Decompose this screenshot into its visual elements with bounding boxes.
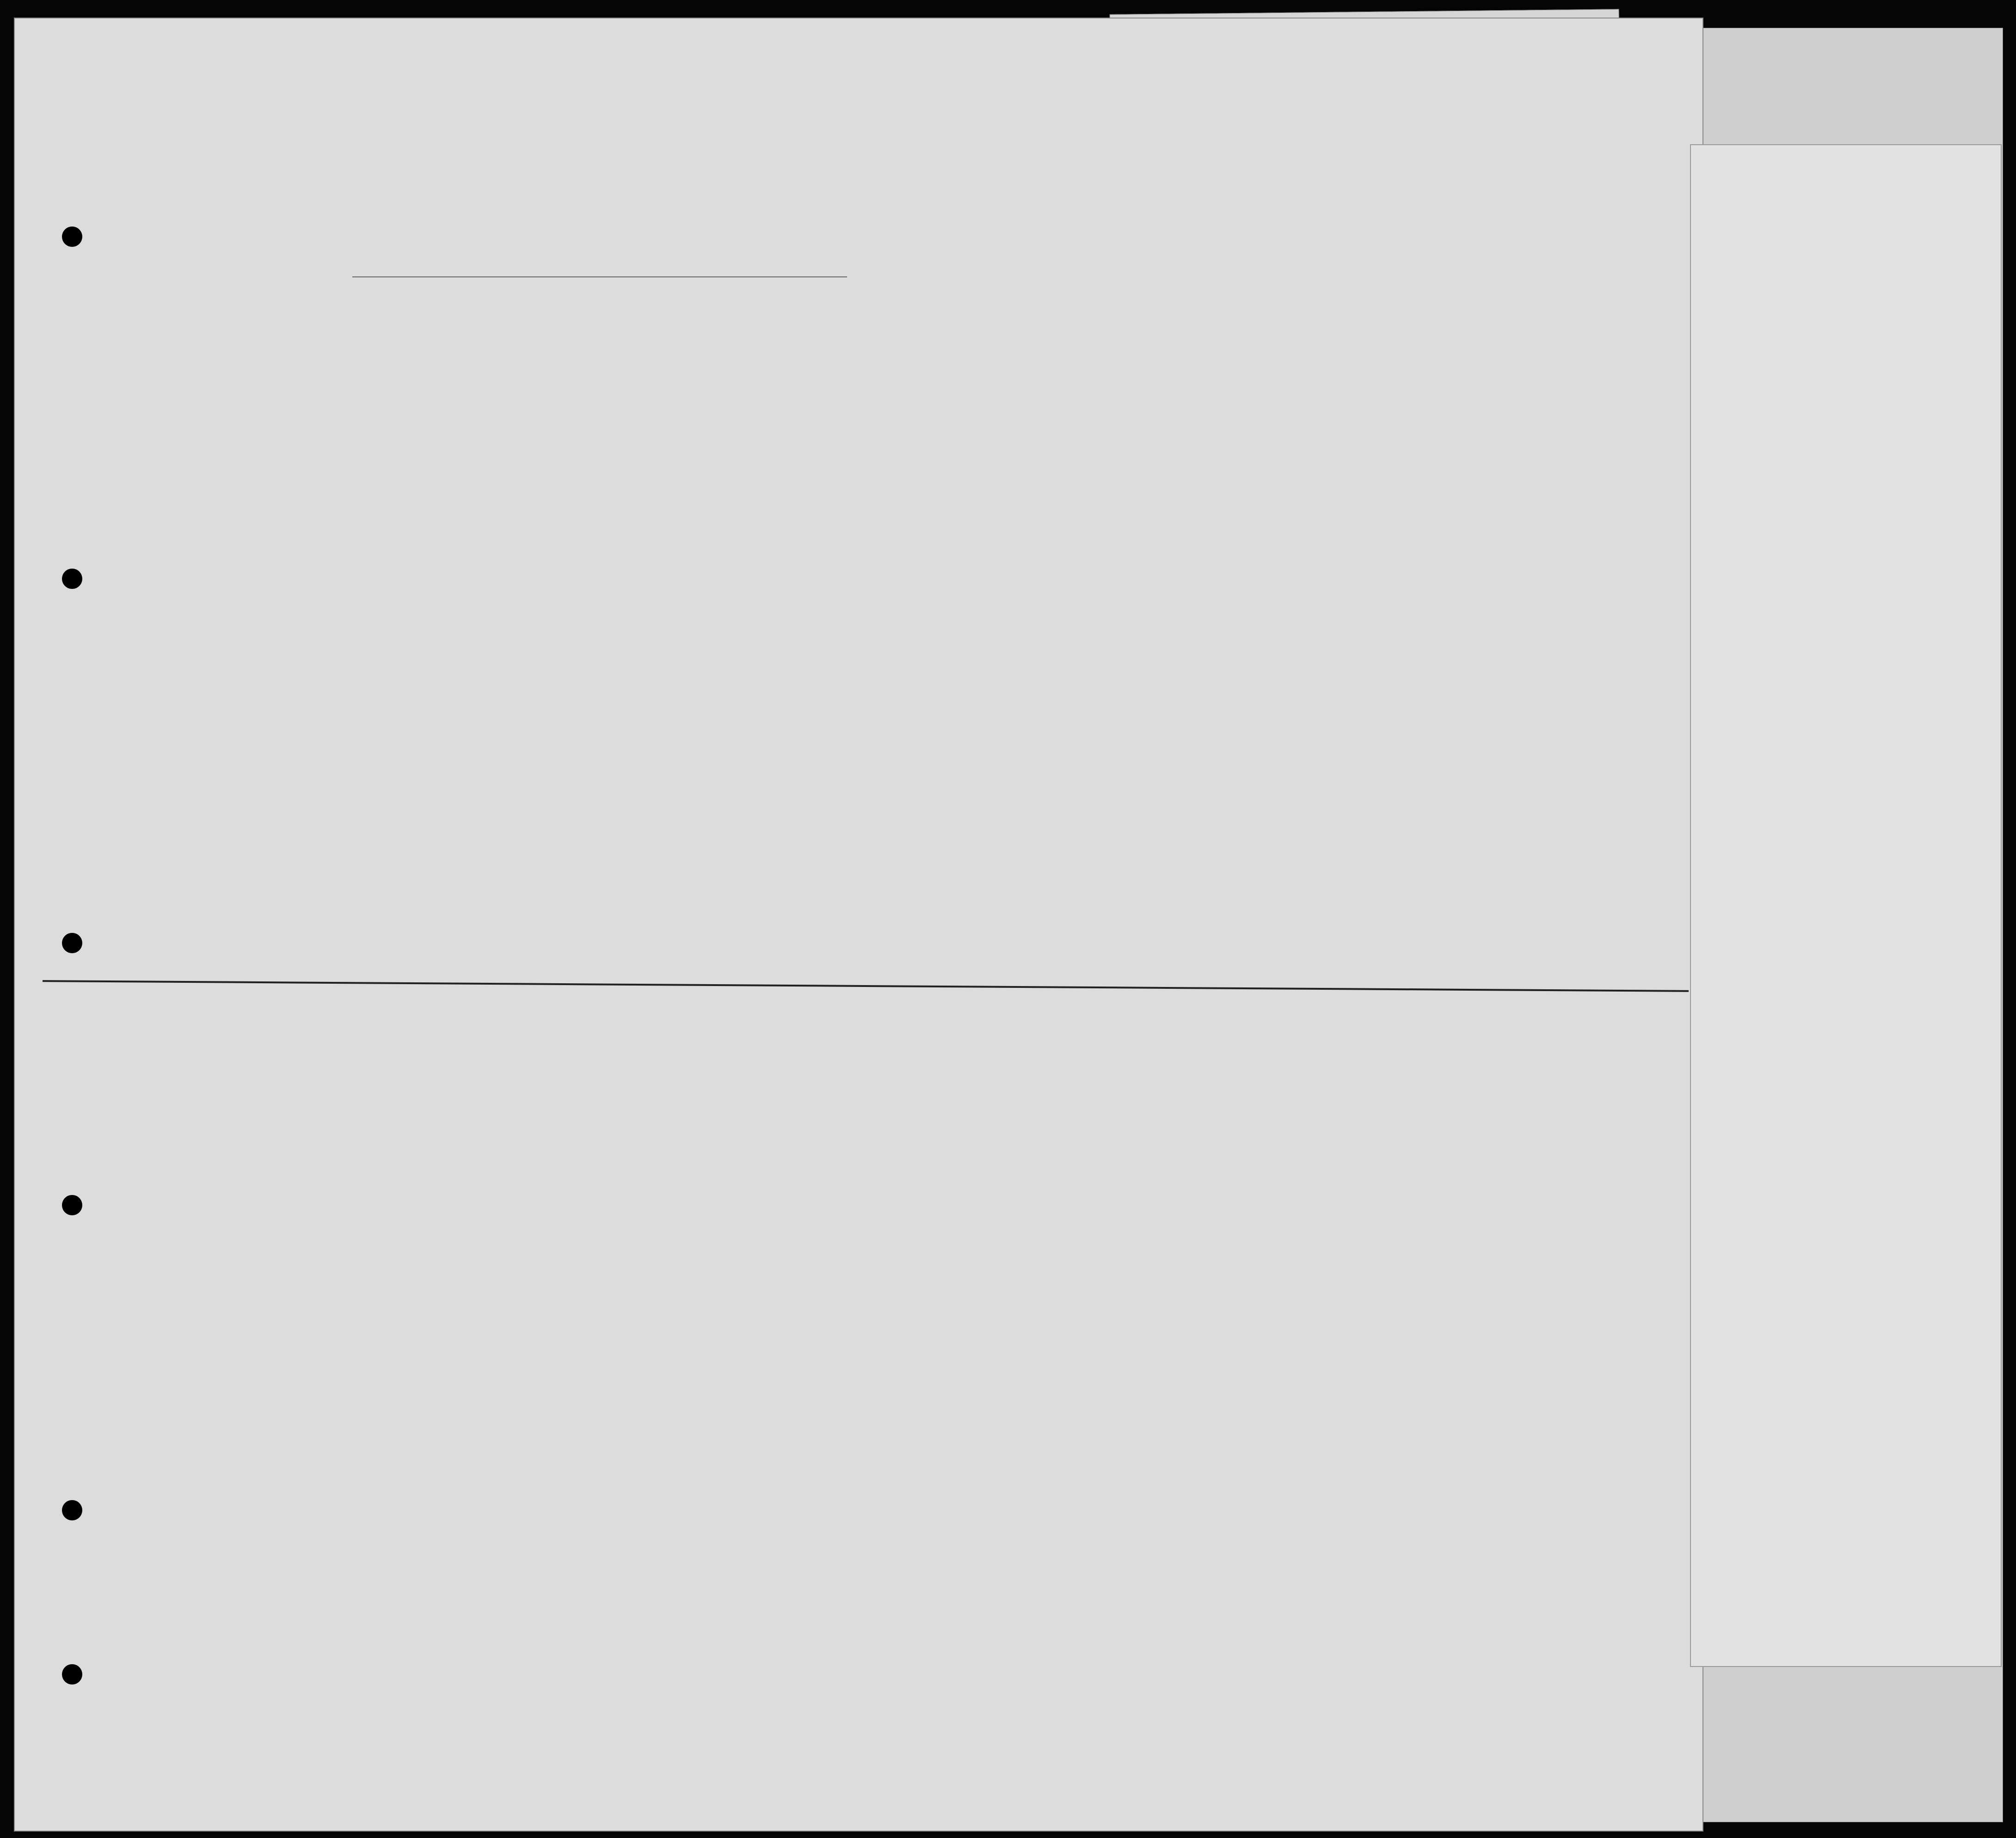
immigration-visa-panel [1690,144,2002,1667]
punch-hole [62,1500,82,1520]
row-14-strike-line [43,980,1689,992]
punch-hole [62,933,82,953]
punch-hole [62,1195,82,1215]
port-underline [352,276,847,277]
punch-hole [62,569,82,589]
manifest-sheet [14,18,1703,1832]
punch-hole [62,1664,82,1685]
punch-hole [62,227,82,247]
